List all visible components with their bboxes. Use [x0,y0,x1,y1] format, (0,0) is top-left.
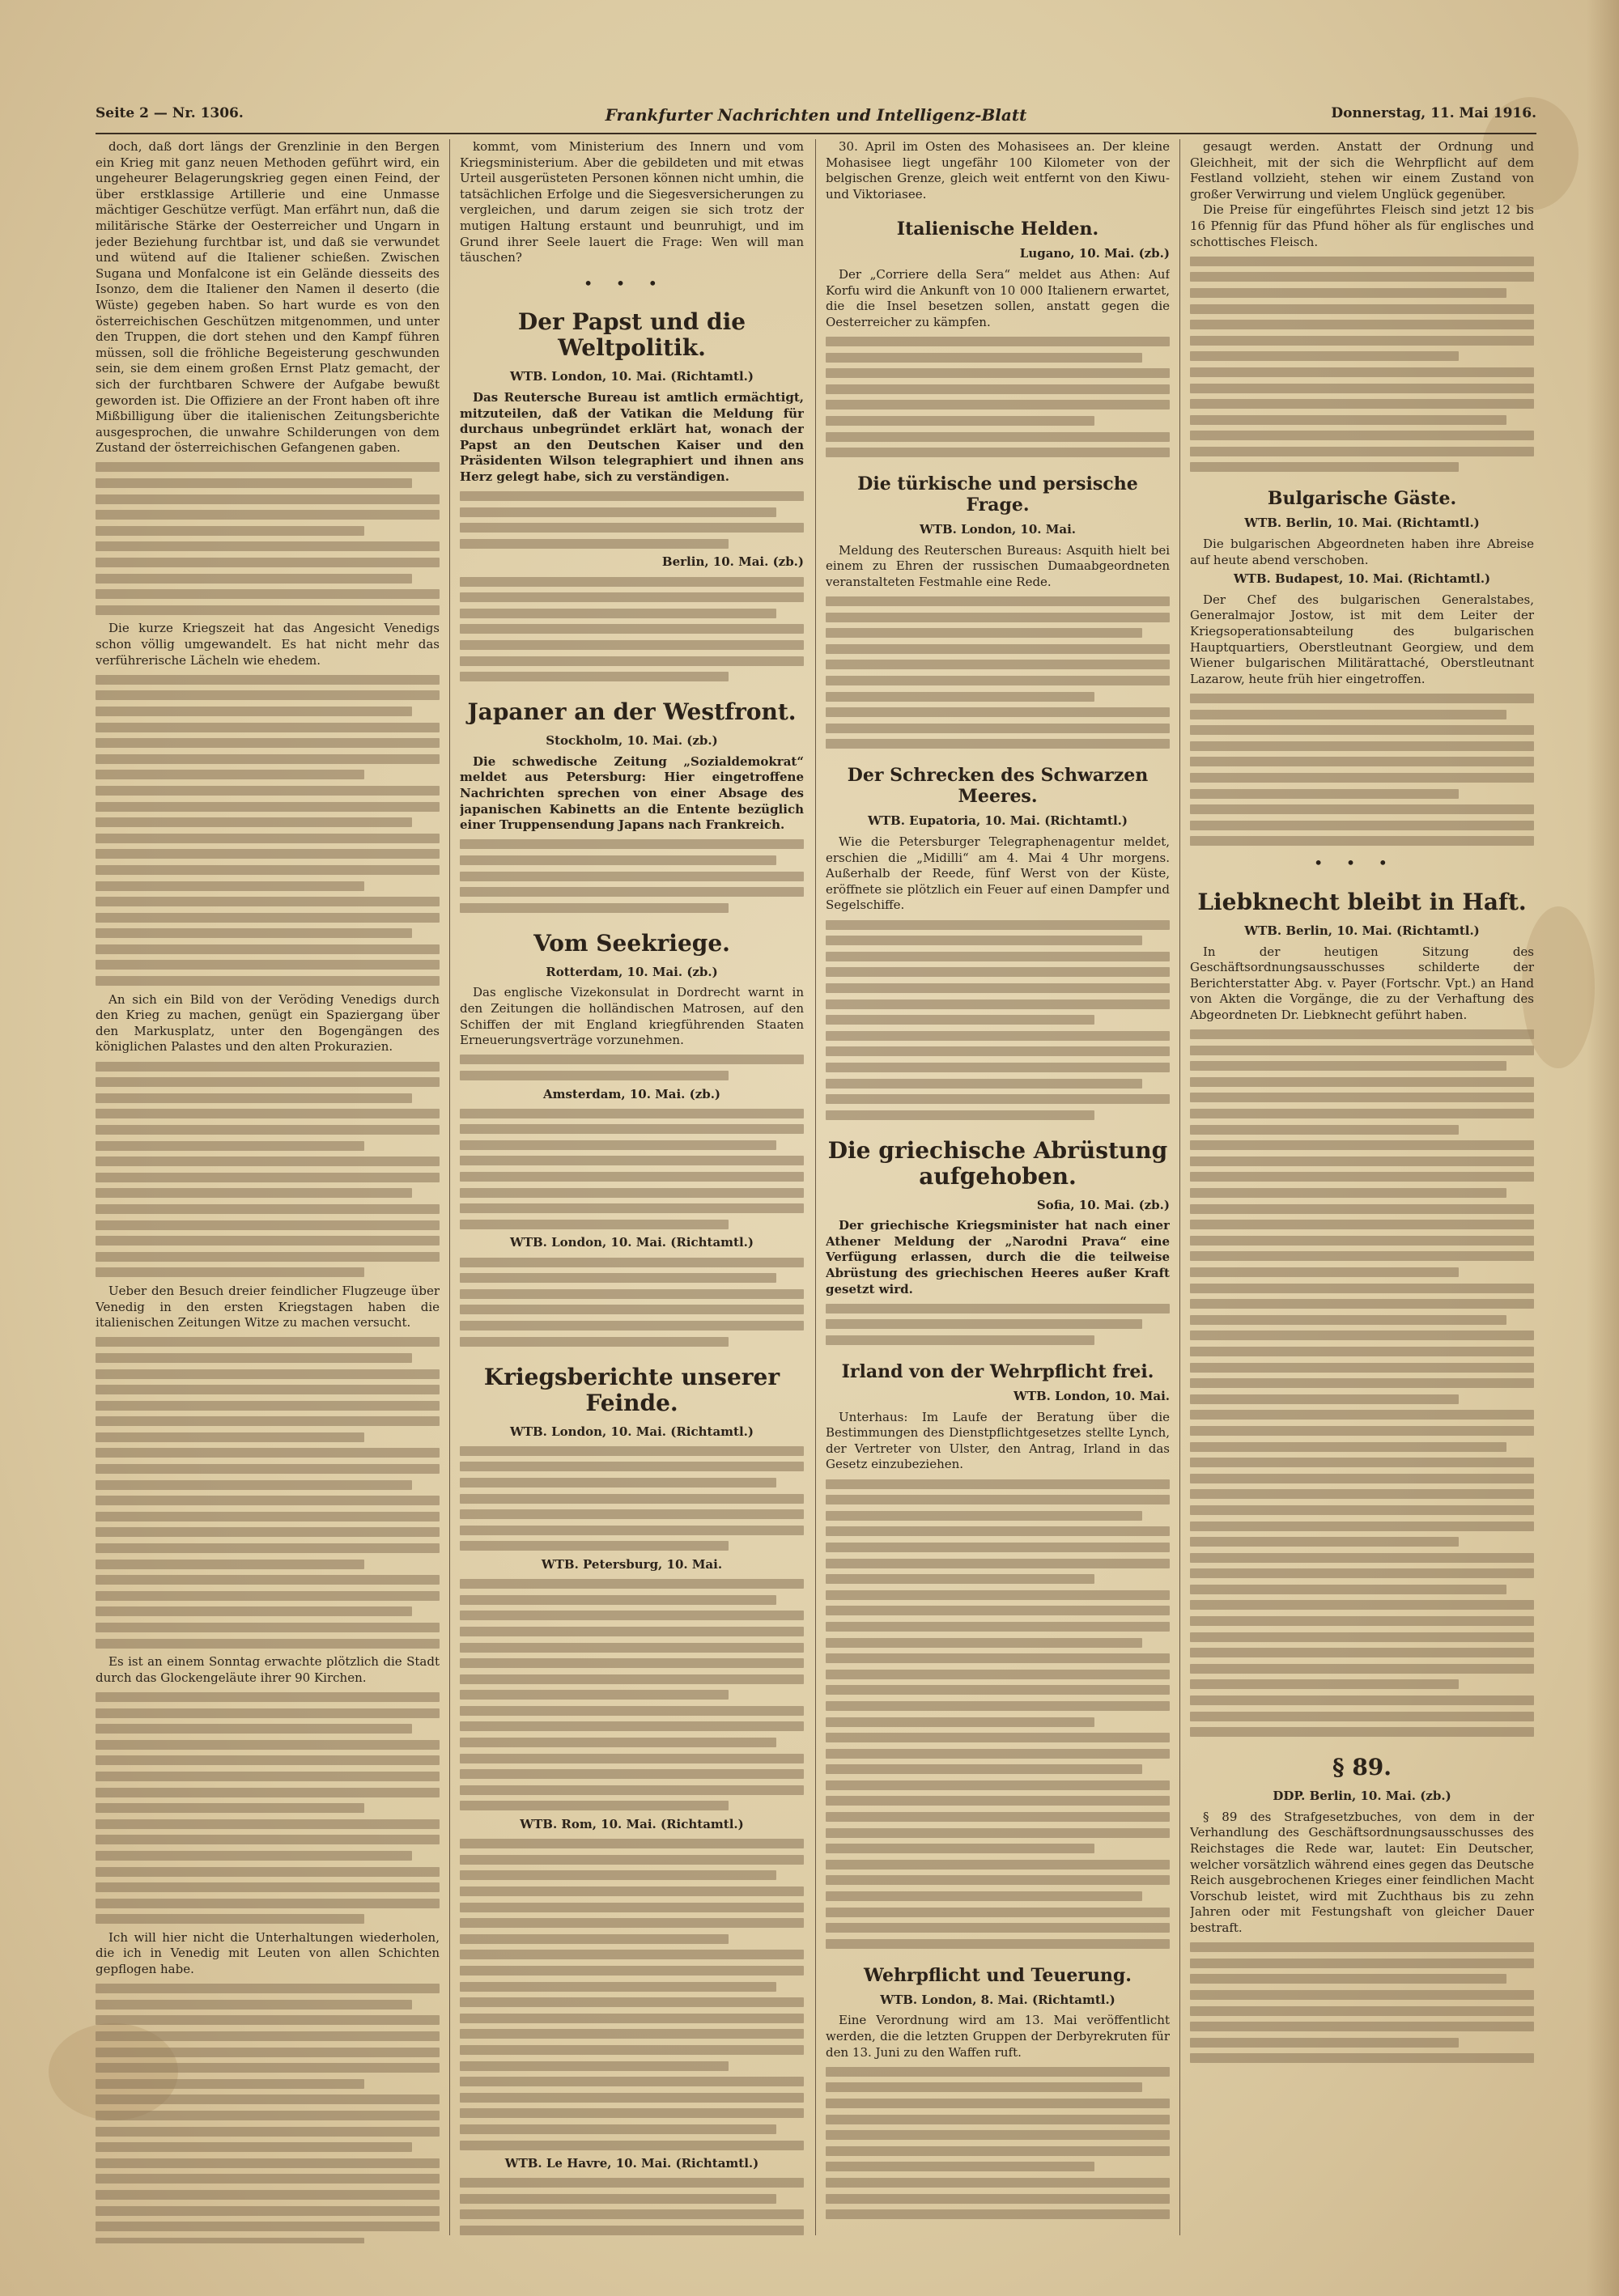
dateline: Berlin, 10. Mai. (zb.) [661,554,804,570]
article-text: An sich ein Bild von der Veröding Venedigs durch den Krieg zu machen, genügt ein Spaziergang über den Markusplatz, unter den Bogengängen des königlichen Palastes und den alten Prokurazien. [96,991,440,1055]
illegible-text [1190,694,1534,846]
dateline: Stockholm, 10. Mai. (zb.) [546,733,718,749]
illegible-text [96,1337,440,1648]
illegible-text [1190,257,1534,473]
article-text: gesaugt werden. Anstatt der Ordnung und Gleichheit, mit der sich die Wehrpflicht auf dem Festland vollzieht, stehen wir einem Zustand von großer Verwirrung und vielem Unglück gegenüber. [1190,139,1534,202]
masthead [96,104,1536,134]
dateline: WTB. London, 10. Mai. [1013,1389,1170,1404]
article-text: In der heutigen Sitzung des Geschäftsordnungsausschusses schilderte der Berichterstatter Abg. v. Payer (Fortschr. Vpt.) an Hand von Akten die Vorgänge, die zu der Verhaftung des Abgeordneten Dr. Liebknecht geführt haben. [1190,944,1534,1022]
section-divider: ••• [583,273,681,293]
article-text: Es ist an einem Sonntag erwachte plötzlich die Stadt durch das Glockengeläute ihrer 90 Kirchen. [96,1654,440,1685]
dateline: WTB. London, 10. Mai. (Richtamtl.) [510,369,754,384]
illegible-text [1190,1942,1534,2063]
dateline: Sofia, 10. Mai. (zb.) [1036,1197,1170,1212]
headline: Der Papst und die Weltpolitik. [517,308,746,362]
dateline: Rotterdam, 10. Mai. (zb.) [546,964,718,979]
headline: Kriegsberichte unserer Feinde. [483,1363,780,1416]
newspaper-title: Frankfurter Nachrichten und Intelligenz-Blatt [605,105,1027,125]
dateline: Lugano, 10. Mai. (zb.) [1019,246,1170,261]
headline: Die türkische und persische Frage. [857,473,1138,516]
article-text: Wie die Petersburger Telegraphenagentur meldet, erschien die „Midilli“ am 4. Mai 4 Uhr morgens. Außerhalb der Reede, fünf Werst von der Küste, eröffnete sie plötzlich ein Feuer auf einen Dampfer und Segelschiffe. [826,834,1170,913]
article-text: Eine Verordnung wird am 13. Mai veröffentlicht werden, die die letzten Gruppen der Derbyrekruten für den 13. Juni zu den Waffen ruft. [826,2013,1170,2060]
column-1 [96,139,440,2243]
article-text: Die kurze Kriegszeit hat das Angesicht Venedigs schon völlig umgewandelt. Es hat nicht mehr das verführerische Lächeln wie ehedem. [96,621,440,668]
illegible-text [460,2178,804,2235]
column-3 [826,139,1170,2243]
dateline: WTB. London, 10. Mai. [920,522,1076,537]
illegible-text [460,1109,804,1229]
article-lead: Das Reutersche Bureau ist amtlich ermächtigt, mitzuteilen, daß der Vatikan die Meldung für durchaus unbegründet erklärt hat, wonach der Papst an den Deutschen Kaiser und den Präsidenten Wilson telegraphiert und ihnen ans Herz gelegt habe, sich zu verständigen. [460,389,804,484]
dateline: WTB. Berlin, 10. Mai. (Richtamtl.) [1244,923,1480,938]
illegible-text [96,675,440,986]
column-4 [1190,139,1534,2243]
page-number: Seite 2 — Nr. 1306. [96,105,244,121]
illegible-text [460,839,804,912]
article-text: Ich will hier nicht die Unterhaltungen wiederholen, die ich in Venedig mit Leuten von allen Schichten gepflogen habe. [96,1929,440,1977]
issue-date: Donnerstag, 11. Mai 1916. [1331,105,1536,121]
article-text: Der Chef des bulgarischen Generalstabes, Generalmajor Jostow, ist mit dem Leiter der Kriegsoperationsabteilung des bulgarischen Hauptquartiers, Oberstleutnant Georgiew, und dem Wiener bulgarischen Militärattaché, Oberstleutnant Lazarow, heute früh hier eingetroffen. [1190,592,1534,686]
illegible-text [826,1479,1170,1949]
article-text: Die bulgarischen Abgeordneten haben ihre Abreise auf heute abend verschoben. [1190,537,1534,567]
headline: Japaner an der Westfront. [467,698,797,726]
headline: § 89. [1332,1754,1392,1781]
article-lead: Der griechische Kriegsminister hat nach einer Athener Meldung der „Narodni Prava“ eine Verfügung erlassen, durch die die teilweise Abrüstung des griechischen Heeres außer Kraft gesetzt wird. [826,1218,1170,1297]
dateline: Amsterdam, 10. Mai. (zb.) [542,1086,721,1101]
illegible-text [96,1692,440,1924]
dateline: WTB. Eupatoria, 10. Mai. (Richtamtl.) [868,813,1128,829]
column-rule [449,139,450,2235]
dateline: WTB. London, 10. Mai. (Richtamtl.) [510,1424,754,1439]
article-text: Ueber den Besuch dreier feindlicher Flugzeuge über Venedig in den ersten Kriegstagen haben die italienischen Zeitungen Witze zu machen versucht. [96,1283,440,1330]
illegible-text [460,491,804,549]
illegible-text [826,337,1170,457]
dateline: WTB. London, 10. Mai. (Richtamtl.) [510,1235,754,1250]
headline: Liebknecht bleibt in Haft. [1197,888,1527,915]
article-text: Meldung des Reuterschen Bureaus: Asquith hielt bei einem zu Ehren der russischen Dumaabgeordneten veranstalteten Festmahle eine Rede. [826,542,1170,589]
headline: Der Schrecken des Schwarzen Meeres. [847,765,1149,808]
section-divider: ••• [1313,853,1411,873]
illegible-text [96,1062,440,1278]
headline: Die griechische Abrüstung aufgehoben. [827,1136,1168,1190]
column-2 [460,139,804,2243]
illegible-text [460,577,804,682]
article-text: Die Preise für eingeführtes Fleisch sind jetzt 12 bis 16 Pfennig für das Pfund höher als für englisches und schottisches Fleisch. [1190,202,1534,249]
article-lead: Die schwedische Zeitung „Sozialdemokrat“ meldet aus Petersburg: Hier eingetroffene Nachrichten sprechen von einer Absage des japanischen Kabinetts an die Entente bezüglich einer Truppensendung Japans nach Frankreich. [460,753,804,833]
dateline: WTB. Rom, 10. Mai. (Richtamtl.) [520,1817,744,1832]
column-rule [1179,139,1180,2235]
dateline: WTB. Le Havre, 10. Mai. (Richtamtl.) [504,2156,759,2171]
article-text: 30. April im Osten des Mohasisees an. Der kleine Mohasisee liegt ungefähr 100 Kilometer von der belgischen Grenze, gleich weit entfernt von den Kiwu- und Viktoriasee. [826,139,1170,202]
illegible-text [460,1258,804,1347]
dateline: WTB. Budapest, 10. Mai. (Richtamtl.) [1233,571,1491,587]
dateline: WTB. London, 8. Mai. (Richtamtl.) [880,1992,1115,2007]
headline: Wehrpflicht und Teuerung. [864,1964,1132,1986]
illegible-text [826,596,1170,749]
illegible-text [460,1055,804,1080]
headline: Irland von der Wehrpflicht frei. [841,1361,1154,1383]
article-text: Das englische Vizekonsulat in Dordrecht warnt in den Zeitungen die holländischen Matrosen, auf den Schiffen der mit England kriegführenden Staaten Erneuerungsverträge vorzunehmen. [460,985,804,1048]
illegible-text [460,1579,804,1810]
article-text: kommt, vom Ministerium des Innern und vom Kriegsministerium. Aber die gebildeten und mit etwas Urteil ausgerüsteten Personen können nicht umhin, die tatsächlichen Erfolge und die Siegesversicherungen zu vergleichen, und darum zeigen sie sich trotz der mutigen Haltung erstaunt und beunruhigt, und im Grund ihrer Seele lauert die Frage: Wen will man täuschen? [460,139,804,265]
illegible-text [96,1984,440,2243]
illegible-text [1190,1029,1534,1737]
article-text: doch, daß dort längs der Grenzlinie in den Bergen ein Krieg mit ganz neuen Methoden geführt wird, ein ungeheurer Belagerungskrieg gegen einen Feind, der über erstklassige Artillerie und eine Unmasse mächtiger Geschütze verfügt. Man erfährt nun, daß die militärische Stärke der Oesterreicher und Ungarn in jeder Beziehung furchtbar ist, und daß sie verwundet und wütend auf die Italiener schießen. Zwischen Sugana und Monfalcone ist ein Gelände diesseits des Isonzo, dem die Italiener den Namen il deserto (die Wüste) gegeben haben. So hart wurde es von den österreichischen Geschützen mitgenommen, und unter den Truppen, die dort stehen und den Kampf führen müssen, soll die fröhliche Begeisterung geschwunden sein, sie dem einem großen Ernst Platz gemacht, der sich der furchtbaren Schwere der Aufgabe bewußt geworden ist. Die Offiziere an der Front haben oft ihre Mißbilligung über die italienischen Zeitungsberichte ausgesprochen, die unwahre Schilderungen von dem Zustand der österreichischen Gefangenen gaben. [96,139,440,456]
article-text: Der „Corriere della Sera“ meldet aus Athen: Auf Korfu wird die Ankunft von 10 000 Italienern erwartet, die die Insel besetzen sollen, anstatt gegen die Oesterreicher zu kämpfen. [826,266,1170,329]
headline: Vom Seekriege. [533,929,730,957]
article-text: § 89 des Strafgesetzbuches, von dem in der Verhandlung des Geschäftsordnungsausschusses des Reichstages die Rede war, lautet: Ein Deutscher, welcher vorsätzlich während eines gegen das Deutsche Reich ausgebrochenen Krieges einer feindlichen Macht Vorschub leistet, wird mit Zuchthaus bis zu zehn Jahren oder mit Festungshaft von gleicher Dauer bestraft. [1190,1809,1534,1935]
illegible-text [460,1839,804,2150]
article-text: Unterhaus: Im Laufe der Beratung über die Bestimmungen des Dienstpflichtgesetzes stellte Lynch, der Vertreter von Ulster, den Antrag, Irland in das Gesetz einzubeziehen. [826,1409,1170,1472]
illegible-text [96,462,440,614]
dateline: DDP. Berlin, 10. Mai. (zb.) [1273,1789,1451,1804]
illegible-text [460,1446,804,1551]
illegible-text [826,1304,1170,1345]
illegible-text [826,920,1170,1120]
illegible-text [826,2067,1170,2219]
column-rule [815,139,816,2235]
headline: Italienische Helden. [896,219,1099,240]
dateline: WTB. Petersburg, 10. Mai. [541,1556,723,1572]
headline: Bulgarische Gäste. [1267,488,1457,510]
dateline: WTB. Berlin, 10. Mai. (Richtamtl.) [1244,516,1480,531]
